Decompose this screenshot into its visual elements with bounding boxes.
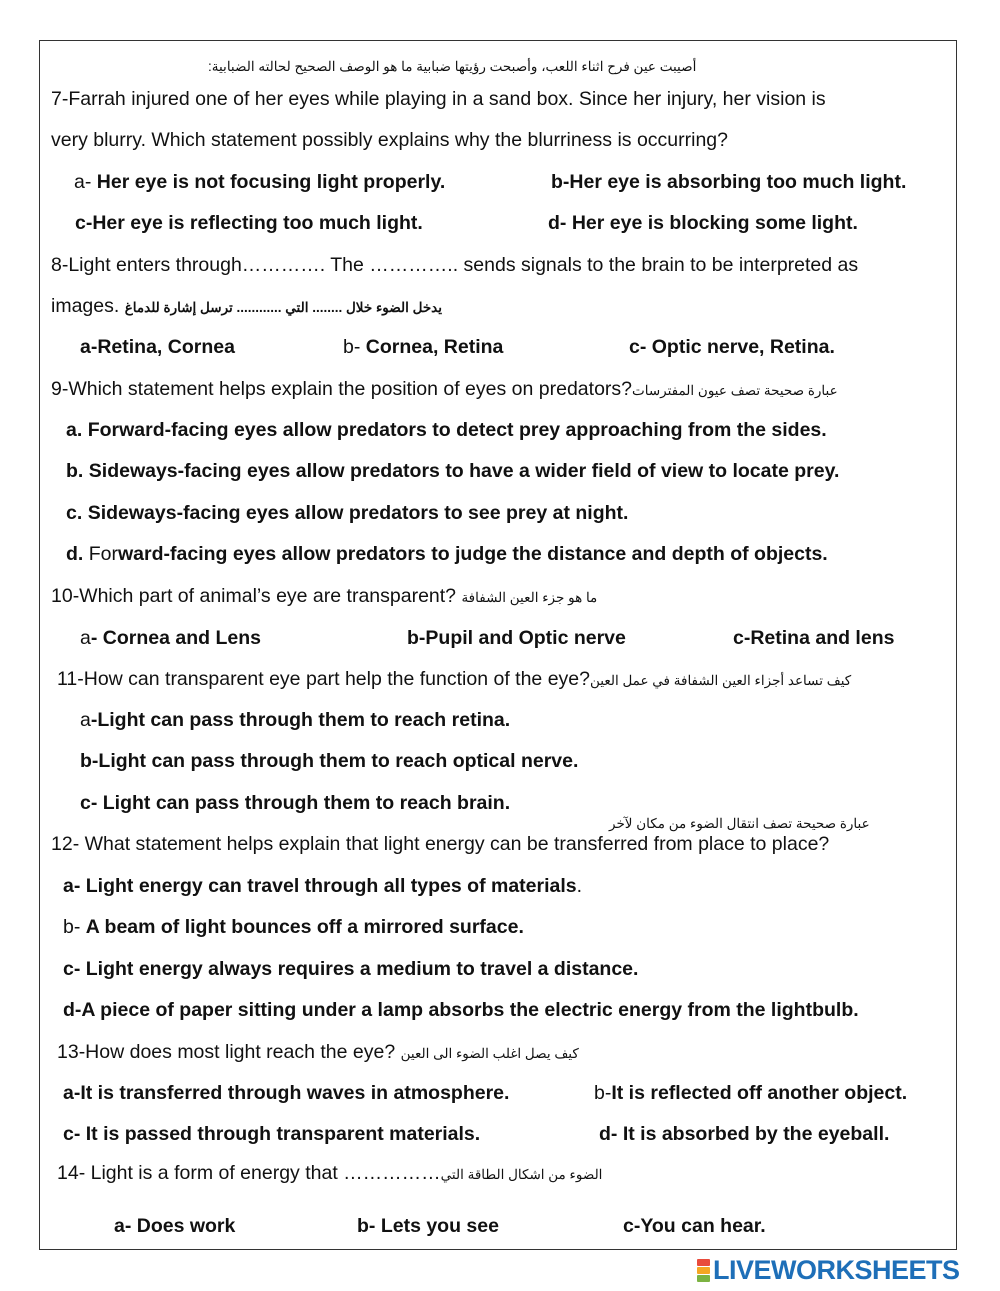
- q8-question-line2: [51, 294, 442, 320]
- q9-arabic-text: عبارة صحيحة تصف عيون المفترسات: [632, 383, 838, 398]
- q10-option-a-prefix: a: [80, 627, 91, 649]
- q9-question: [51, 377, 838, 403]
- q9-option-b-text: Sideways-facing eyes allow predators to have a wider field of view to locate prey.: [88, 460, 840, 482]
- q11-option-b[interactable]: b-Light can pass through them to reach optical nerve.: [80, 750, 579, 772]
- q14-question: [57, 1161, 602, 1187]
- q9-option-b[interactable]: [66, 459, 839, 483]
- q13-arabic-text: كيف يصل اغلب الضوء الى العين: [400, 1046, 579, 1061]
- q9-option-a-label: a.: [66, 419, 83, 441]
- q8-option-b[interactable]: [343, 335, 503, 359]
- q8-question-line1: 8-Light enters through…………. The ………….. sends signals to the brain to be interpreted as: [51, 254, 859, 276]
- q9-option-d-plain: For: [88, 543, 119, 565]
- q12-option-a-text: a- Light energy can travel through all types of materials: [63, 875, 577, 897]
- q9-question-text: 9-Which statement helps explain the position of eyes on predators?: [51, 378, 633, 400]
- q11-question: [57, 667, 851, 693]
- q10-option-a-text: - Cornea and Lens: [90, 627, 261, 649]
- q11-option-c[interactable]: c- Light can pass through them to reach brain.: [80, 792, 511, 814]
- q14-option-c[interactable]: c-You can hear.: [623, 1215, 766, 1237]
- q10-option-a[interactable]: [80, 626, 261, 650]
- q12-arabic-text: عبارة صحيحة تصف انتقال الضوء من مكان لآخر: [609, 816, 870, 831]
- q8-option-b-text: Cornea, Retina: [365, 336, 504, 358]
- q7-arabic-text: أصيبت عين فرح اثناء اللعب، وأصبحت رؤيتها ضبابية ما هو الوصف الصحيح لحالته الضبابية:: [208, 59, 697, 74]
- q8-line2-arabic: يدخل الضوء خلال ........ التي ............ ترسل إشارة للدماغ: [124, 300, 443, 315]
- q14-arabic-text: الضوء من اشكال الطاقة التي: [440, 1167, 603, 1182]
- liveworksheets-logo[interactable]: [697, 1255, 960, 1285]
- logo-mark-icon: [697, 1259, 710, 1282]
- q14-question-text: 14- Light is a form of energy that ……………: [57, 1162, 441, 1184]
- q9-option-c-label: c.: [66, 502, 83, 524]
- q11-arabic-text: كيف تساعد أجزاء العين الشفافة في عمل العين: [589, 673, 852, 688]
- q12-option-a-end: .: [576, 875, 583, 897]
- q12-question: 12- What statement helps explain that light energy can be transferred from place to place?: [51, 833, 830, 855]
- q14-option-a[interactable]: a- Does work: [114, 1215, 236, 1237]
- q11-option-a[interactable]: [80, 708, 510, 732]
- q7-option-d[interactable]: d- Her eye is blocking some light.: [548, 212, 858, 234]
- q12-option-a[interactable]: [63, 874, 582, 898]
- q11-question-text: 11-How can transparent eye part help the function of the eye?: [57, 668, 590, 690]
- q10-option-b[interactable]: b-Pupil and Optic nerve: [407, 627, 626, 649]
- q9-option-c-text: Sideways-facing eyes allow predators to see prey at night.: [87, 502, 629, 524]
- q13-option-d[interactable]: d- It is absorbed by the eyeball.: [599, 1123, 890, 1145]
- q13-option-c[interactable]: c- It is passed through transparent materials.: [63, 1123, 481, 1145]
- logo-mark-bar-3: [697, 1275, 710, 1282]
- q9-option-d[interactable]: [66, 542, 828, 566]
- q12-option-b[interactable]: [63, 915, 524, 939]
- q11-option-a-prefix: a: [80, 709, 91, 731]
- q13-question-text: 13-How does most light reach the eye?: [57, 1041, 396, 1063]
- q7-option-a[interactable]: [74, 170, 445, 194]
- q12-option-c[interactable]: c- Light energy always requires a medium to travel a distance.: [63, 958, 639, 980]
- q9-option-d-label: d.: [66, 543, 84, 565]
- q7-option-c[interactable]: c-Her eye is reflecting too much light.: [75, 212, 423, 234]
- q7-question-line1: 7-Farrah injured one of her eyes while playing in a sand box. Since her injury, her vision is: [51, 88, 826, 110]
- q9-option-d-text: ward-facing eyes allow predators to judge the distance and depth of objects.: [118, 543, 828, 565]
- q10-question: [51, 584, 597, 610]
- q7-option-b[interactable]: b-Her eye is absorbing too much light.: [551, 171, 907, 193]
- q10-option-c[interactable]: c-Retina and lens: [733, 627, 895, 649]
- q9-option-a-text: Forward-facing eyes allow predators to detect prey approaching from the sides.: [87, 419, 827, 441]
- q7-question-line2: very blurry. Which statement possibly explains why the blurriness is occurring?: [51, 129, 728, 151]
- q13-question: [57, 1040, 579, 1066]
- q12-option-b-prefix: b-: [63, 916, 86, 938]
- q12-option-b-text: A beam of light bounces off a mirrored surface.: [85, 916, 524, 938]
- q14-option-b[interactable]: b- Lets you see: [357, 1215, 499, 1237]
- q9-option-c[interactable]: [66, 501, 628, 525]
- q13-option-a[interactable]: a-It is transferred through waves in atmosphere.: [63, 1082, 510, 1104]
- q13-option-b-prefix: b-: [594, 1082, 612, 1104]
- q10-question-text: 10-Which part of animal’s eye are transparent?: [51, 585, 457, 607]
- q13-option-b[interactable]: [594, 1081, 907, 1105]
- logo-mark-bar-2: [697, 1267, 710, 1274]
- logo-mark-bar-1: [697, 1259, 710, 1266]
- q13-option-b-text: It is reflected off another object.: [611, 1082, 908, 1104]
- q8-option-a[interactable]: a-Retina, Cornea: [80, 336, 235, 358]
- q8-line2-english: images.: [51, 295, 120, 317]
- q8-option-b-prefix: b-: [343, 336, 366, 358]
- q11-option-a-text: -Light can pass through them to reach retina.: [90, 709, 511, 731]
- logo-text: LIVEWORKSHEETS: [713, 1254, 960, 1285]
- q7-option-a-prefix: a-: [74, 171, 97, 193]
- q8-option-c[interactable]: c- Optic nerve, Retina.: [629, 336, 835, 358]
- q7-option-a-text: Her eye is not focusing light properly.: [96, 171, 446, 193]
- q10-arabic-text: ما هو جزء العين الشفافة: [461, 590, 598, 605]
- q9-option-a[interactable]: [66, 418, 827, 442]
- q12-option-d[interactable]: d-A piece of paper sitting under a lamp absorbs the electric energy from the lightbulb.: [63, 999, 859, 1021]
- q9-option-b-label: b.: [66, 460, 84, 482]
